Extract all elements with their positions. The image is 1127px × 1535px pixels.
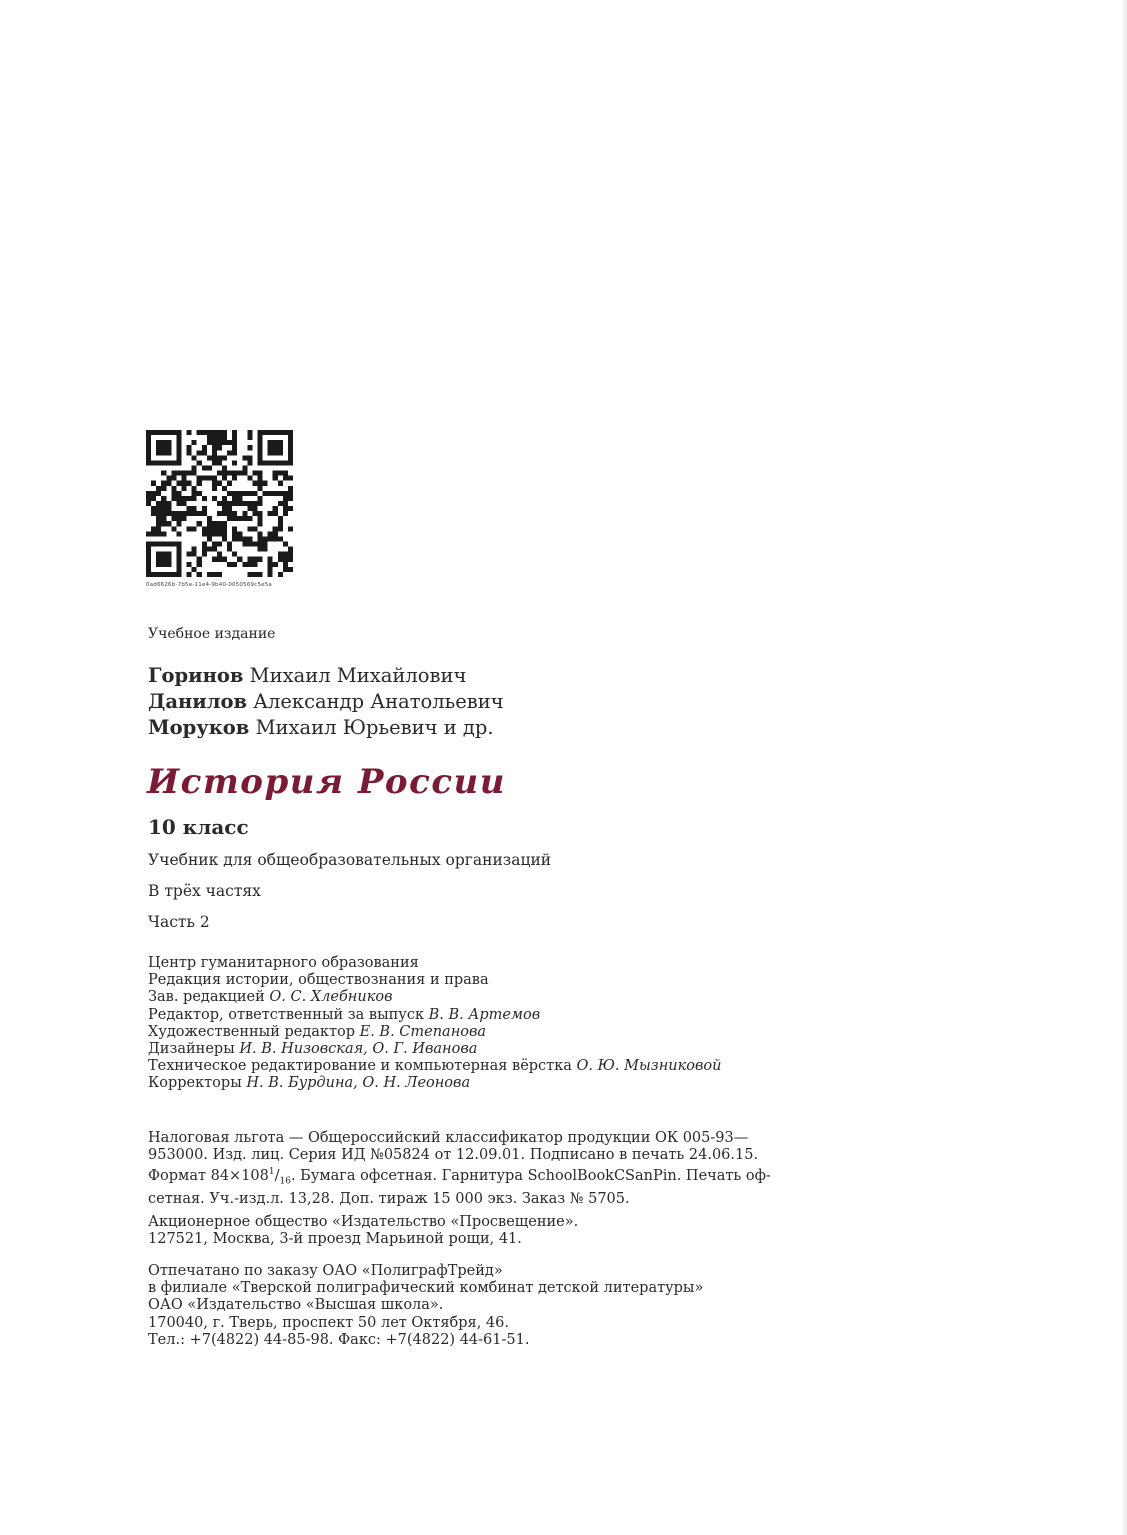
credit-line: Техническое редактирование и компьютерная вёрстка О. Ю. Мызниковой — [148, 1058, 722, 1075]
publisher-block: Акционерное общество «Издательство «Просвещение». 127521, Москва, 3-й проезд Марьиной рощи, 41. — [148, 1214, 579, 1248]
grade-label: 10 класс — [148, 815, 249, 839]
qr-code-icon — [146, 430, 293, 577]
author-line — [148, 689, 504, 715]
qr-caption: 0ad6626b-7b5e-11e4-9b40-0050569c5e5a — [146, 582, 273, 588]
subtitle: Учебник для общеобразовательных организаций — [148, 851, 552, 869]
author-line — [148, 715, 504, 741]
edition-type: Учебное издание — [148, 626, 276, 642]
credit-line: Редактор, ответственный за выпуск В. В. Артемов — [148, 1006, 541, 1023]
credit-line: Корректоры Н. В. Бурдина, О. Н. Леонова — [148, 1075, 471, 1092]
author-name: Михаил Юрьевич и др. — [255, 716, 494, 739]
author-surname: Данилов — [148, 690, 248, 713]
author-name: Михаил Михайлович — [249, 664, 467, 687]
book-title: История России — [147, 762, 506, 802]
page-edge — [1122, 0, 1127, 1535]
parts-note: В трёх частях — [148, 882, 261, 900]
credits-block — [148, 955, 722, 1093]
author-line — [148, 663, 504, 689]
printer-block: Отпечатано по заказу ОАО «ПолиграфТрейд» в филиале «Тверской полиграфический комбинат детской литературы» ОАО «Издательство «Высшая школа». 170040, г. Тверь, проспект 50 лет Октября, 46. Тел.: +7(4822) 44-85-98. Факс: +7(4822) 44-61-51. — [148, 1263, 704, 1348]
author-name: Александр Анатольевич — [253, 690, 504, 713]
credit-line: Дизайнеры И. В. Низовская, О. Г. Иванова — [148, 1041, 478, 1058]
author-surname: Горинов — [148, 664, 244, 687]
author-surname: Моруков — [148, 716, 250, 739]
credit-line: Редакция истории, обществознания и права — [148, 972, 489, 989]
credit-line: Зав. редакцией О. С. Хлебников — [148, 989, 393, 1006]
tax-info-block: Налоговая льгота — Общероссийский классификатор продукции ОК 005-93— 953000. Изд. лиц. Серия ИД №05824 от 12.09.01. Подписано в печать 24.06.15. Формат $84\times 108^1/_{16}$. Бумага офсетная. Гарнитура SchoolBookCSanPin. Печать оф- сетная. Уч.-изд.л. 13,28. Доп. тираж 15 000 экз. Заказ № 5705. — [148, 1130, 771, 1208]
part-number: Часть 2 — [148, 913, 210, 931]
author-list — [148, 663, 504, 741]
credit-line: Художественный редактор Е. В. Степанова — [148, 1023, 487, 1040]
credit-line: Центр гуманитарного образования — [148, 955, 419, 971]
